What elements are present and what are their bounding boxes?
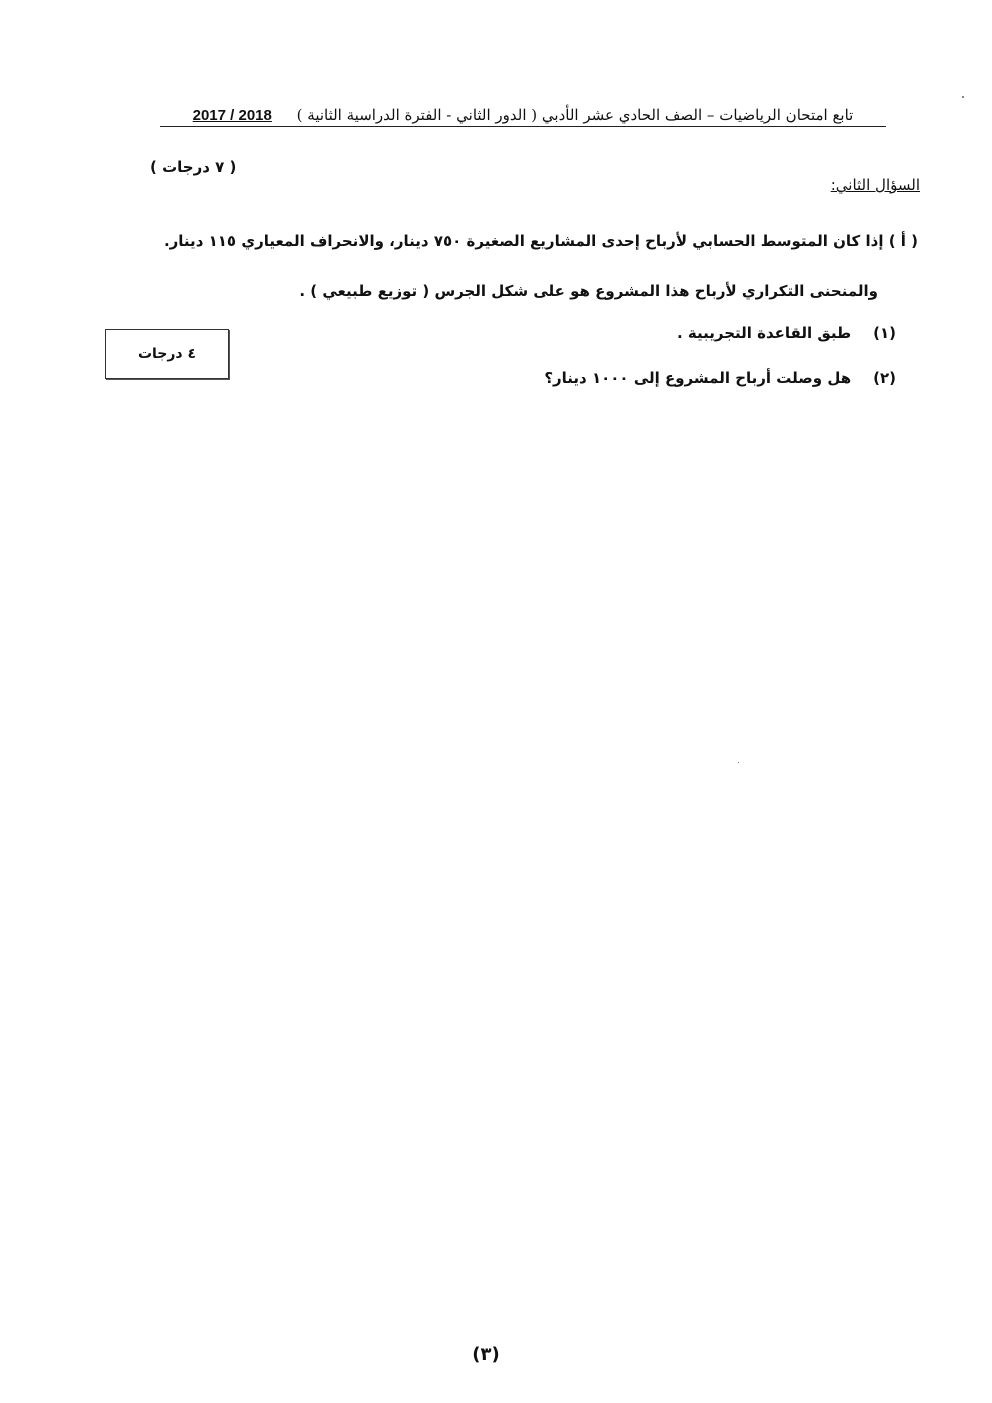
header-title: تابع امتحان الرياضيات – الصف الحادي عشر الأدبي ( الدور الثاني - الفترة الدراسية الثانية ) (296, 106, 854, 124)
sub-question-1-number: (١) (873, 324, 896, 342)
question-total-marks: ( ٧ درجات ) (150, 158, 237, 176)
scan-speck (962, 96, 964, 98)
part-marks-label: ٤ درجات (137, 346, 197, 362)
exam-header (160, 106, 886, 127)
sub-question-2-text: هل وصلت أرباح المشروع إلى ١٠٠٠ دينار؟ (544, 369, 852, 387)
header-years: 2017 / 2018 (192, 107, 272, 124)
sub-question-1 (677, 324, 896, 342)
page-number: (٣) (472, 1344, 500, 1365)
question-title: السؤال الثاني: (830, 176, 920, 194)
sub-question-2 (544, 369, 896, 387)
sub-question-2-number: (٢) (873, 369, 896, 387)
part-marks-box (105, 329, 229, 379)
sub-question-1-text: طبق القاعدة التجريبية . (677, 324, 852, 342)
part-a-line-2: والمنحنى التكراري لأرباح هذا المشروع هو على شكل الجرس ( توزيع طبيعي ) . (299, 282, 878, 300)
scan-speck (738, 762, 739, 763)
part-a-line-1: ( أ ) إذا كان المتوسط الحسابي لأرباح إحدى المشاريع الصغيرة ٧٥٠ دينار، والانحراف المعياري ١١٥ دينار. (163, 232, 918, 250)
